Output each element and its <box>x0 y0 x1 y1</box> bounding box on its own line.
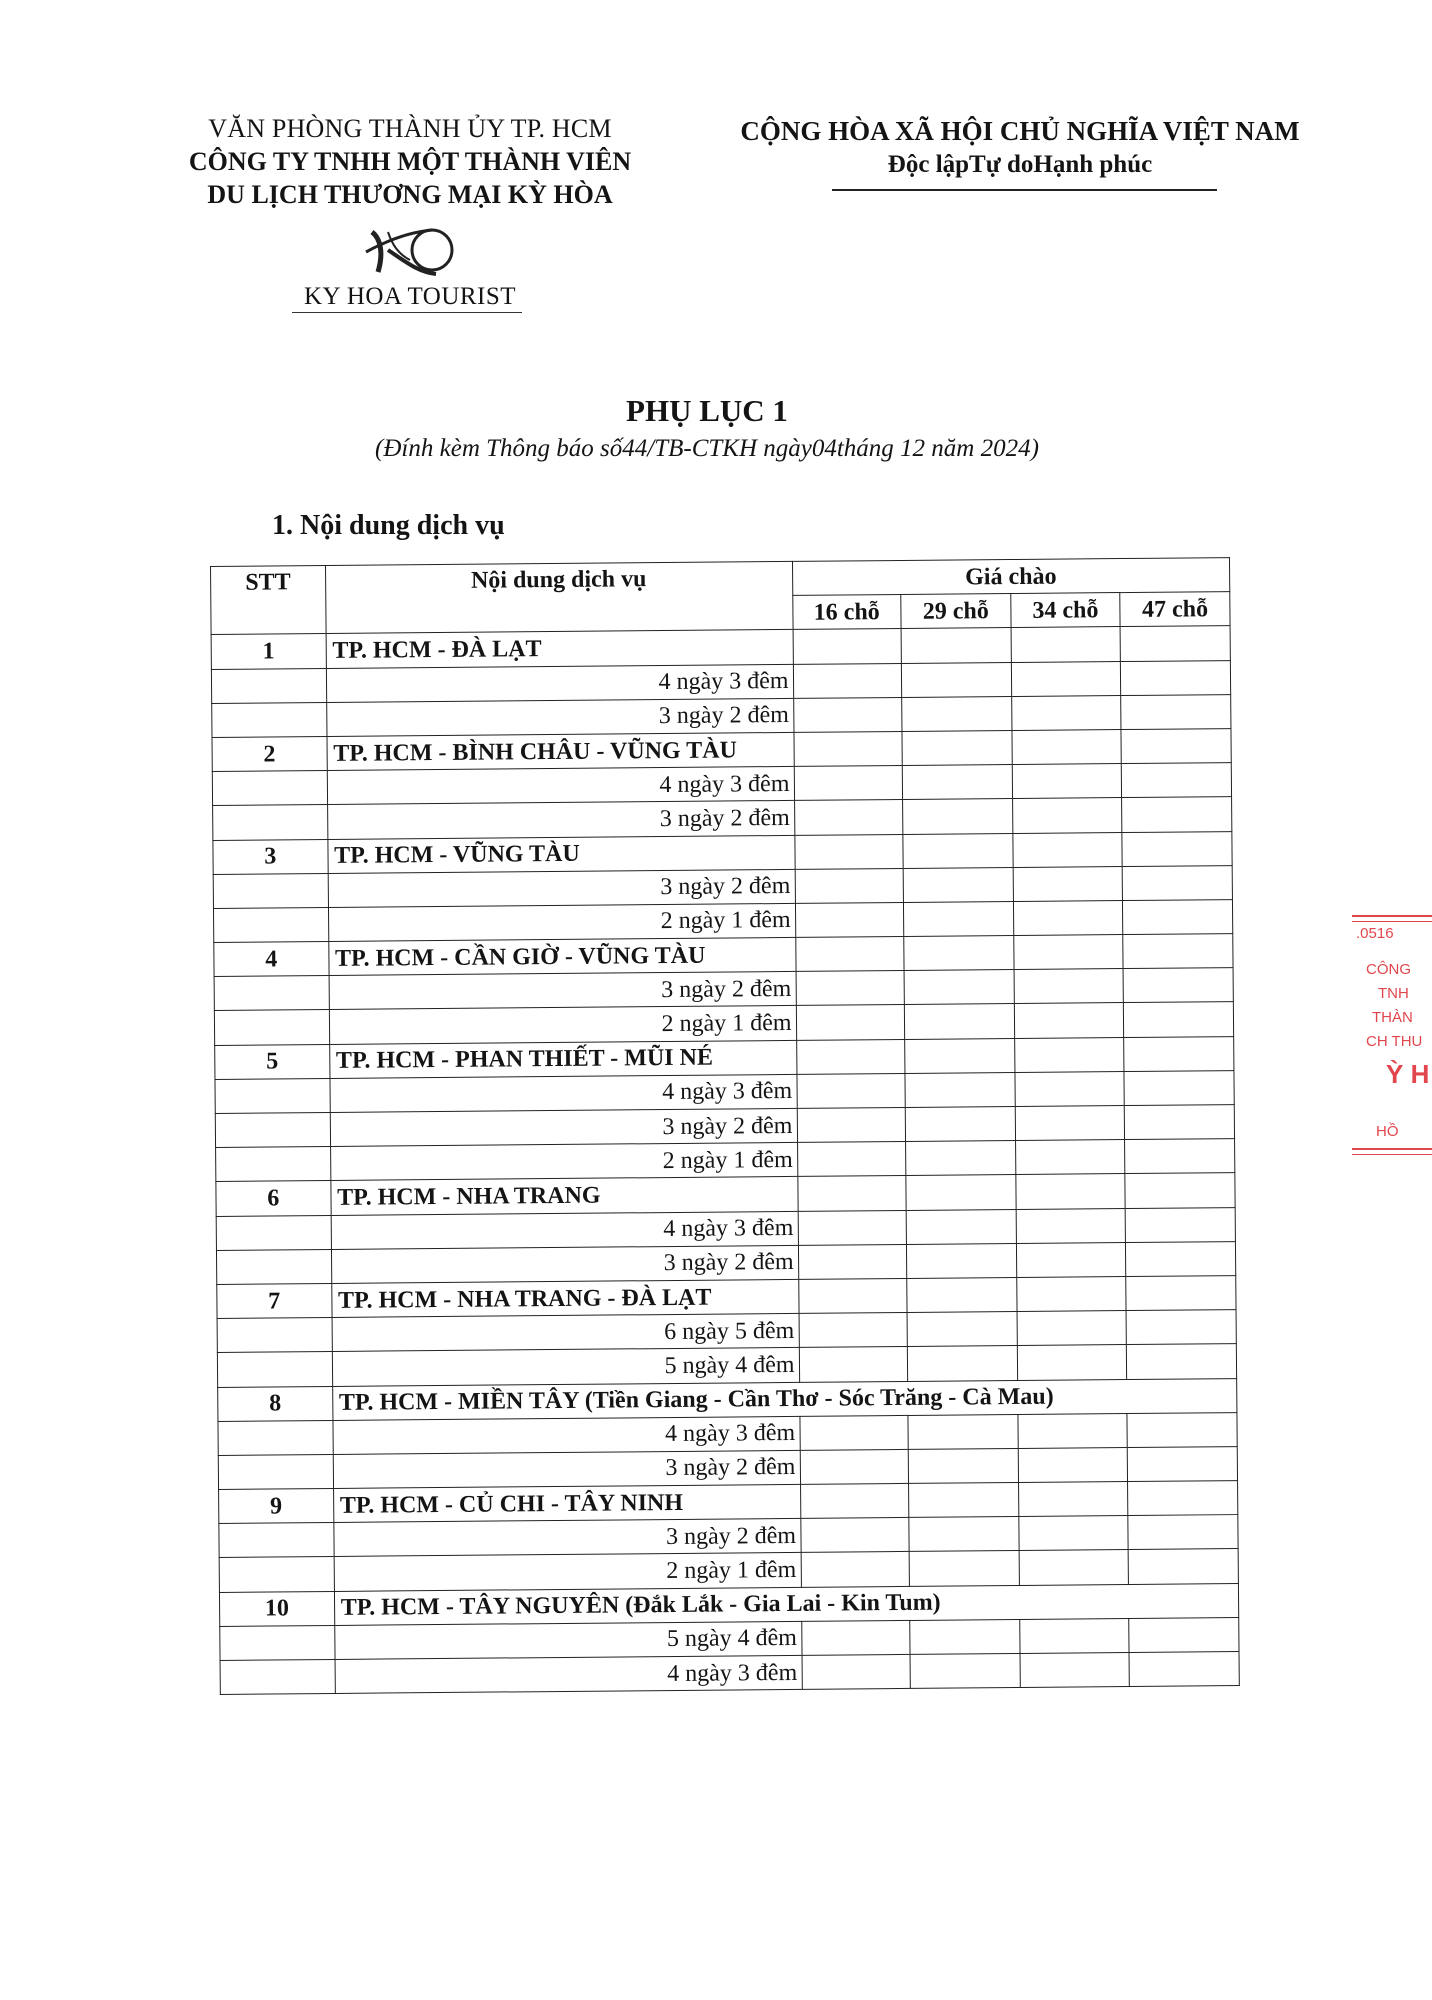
route-cell: TP. HCM - ĐÀ LẠT <box>326 630 793 668</box>
duration-cell: 3 ngày 2 đêm <box>328 869 795 907</box>
stamp-text: .0516 <box>1356 925 1394 942</box>
price-cell <box>1012 798 1122 833</box>
price-cell <box>794 834 903 869</box>
stt-cell: 5 <box>215 1044 330 1079</box>
price-cell <box>1018 1447 1128 1482</box>
route-cell: TP. HCM - NHA TRANG - ĐÀ LẠT <box>331 1279 798 1317</box>
price-cell <box>796 1005 905 1040</box>
route-cell: TP. HCM - CỦ CHI - TÂY NINH <box>333 1484 800 1522</box>
duration-cell: 2 ngày 1 đêm <box>328 903 795 941</box>
price-cell <box>797 1176 906 1211</box>
national-title: CỘNG HÒA XÃ HỘI CHỦ NGHĨA VIỆT NAM <box>740 116 1300 146</box>
stt-cell: 3 <box>213 839 328 874</box>
price-cell <box>901 662 1011 697</box>
price-cell <box>905 1038 1015 1073</box>
stt-cell: 7 <box>217 1283 332 1318</box>
price-cell <box>1126 1241 1236 1276</box>
price-cell <box>904 901 1014 936</box>
price-cell <box>800 1484 909 1519</box>
stt-cell-empty <box>216 1215 331 1250</box>
price-cell <box>1019 1550 1129 1585</box>
route-cell: TP. HCM - VŨNG TÀU <box>328 835 795 873</box>
stt-cell: 8 <box>218 1386 333 1421</box>
price-cell <box>905 1106 1015 1141</box>
stt-cell-empty <box>212 771 327 806</box>
duration-cell: 4 ngày 3 đêm <box>333 1416 800 1454</box>
price-cell <box>901 628 1011 663</box>
price-cell <box>1013 935 1123 970</box>
price-cell <box>801 1552 910 1587</box>
price-cell <box>795 868 904 903</box>
price-cell <box>1125 1105 1235 1140</box>
stt-cell: 9 <box>219 1489 334 1524</box>
price-cell <box>908 1414 1018 1449</box>
price-cell <box>1011 627 1121 662</box>
price-cell <box>1126 1310 1236 1345</box>
stt-cell-empty <box>217 1352 332 1387</box>
price-cell <box>1128 1446 1238 1481</box>
duration-cell: 4 ngày 3 đêm <box>331 1211 798 1249</box>
price-cell <box>902 765 1012 800</box>
price-cell <box>1128 1549 1238 1584</box>
price-cell <box>905 1072 1015 1107</box>
section-heading: 1. Nội dung dịch vụ <box>272 510 505 541</box>
price-cell <box>796 1039 905 1074</box>
stt-cell: 2 <box>212 736 327 771</box>
stt-cell-empty <box>220 1625 335 1660</box>
stt-cell-empty <box>217 1318 332 1353</box>
price-cell <box>1124 1036 1234 1071</box>
price-cell <box>1121 660 1231 695</box>
duration-cell: 2 ngày 1 đêm <box>330 1143 797 1181</box>
stamp-border <box>1352 1154 1432 1155</box>
price-cell <box>1126 1276 1236 1311</box>
logo-underline <box>292 312 522 313</box>
stt-cell-empty <box>213 907 328 942</box>
issuer-company-line1: CÔNG TY TNHH MỘT THÀNH VIÊN <box>188 147 632 176</box>
price-cell <box>906 1175 1016 1210</box>
price-cell <box>796 971 905 1006</box>
stamp-border <box>1352 1148 1432 1150</box>
duration-cell: 4 ngày 3 đêm <box>330 1074 797 1112</box>
duration-cell: 5 ngày 4 đêm <box>334 1621 801 1659</box>
price-cell <box>910 1619 1020 1654</box>
route-cell: TP. HCM - NHA TRANG <box>331 1177 798 1215</box>
price-cell <box>1013 866 1123 901</box>
duration-cell: 4 ngày 3 đêm <box>327 767 794 805</box>
price-cell <box>1019 1516 1129 1551</box>
price-cell <box>793 663 902 698</box>
price-cell <box>802 1654 911 1689</box>
duration-cell: 3 ngày 2 đêm <box>333 1450 800 1488</box>
national-heading-block <box>700 114 1340 182</box>
price-cell <box>1015 1140 1125 1175</box>
service-price-table <box>210 557 1240 1695</box>
national-motto: Độc lậpTự doHạnh phúc <box>887 151 1153 178</box>
price-cell <box>797 1142 906 1177</box>
issuer-block <box>140 112 680 211</box>
stamp-border <box>1352 921 1432 922</box>
price-cell <box>1014 969 1124 1004</box>
price-cell <box>1014 1037 1124 1072</box>
price-cell <box>1017 1311 1127 1346</box>
price-cell <box>1016 1208 1126 1243</box>
price-cell <box>794 800 903 835</box>
stt-cell: 4 <box>214 942 329 977</box>
stamp-text: CH THU <box>1366 1033 1423 1050</box>
duration-cell: 3 ngày 2 đêm <box>330 1108 797 1146</box>
price-cell <box>1016 1242 1126 1277</box>
price-cell <box>797 1107 906 1142</box>
route-cell: TP. HCM - CẦN GIỜ - VŨNG TÀU <box>328 937 795 975</box>
stamp-text: Ỳ H <box>1386 1059 1430 1089</box>
stt-cell: 1 <box>211 634 326 669</box>
issuer-parent-org: VĂN PHÒNG THÀNH ỦY TP. HCM <box>208 114 612 143</box>
price-cell <box>799 1313 908 1348</box>
price-cell <box>798 1244 907 1279</box>
price-cell <box>795 937 904 972</box>
price-cell <box>795 902 904 937</box>
stt-cell-empty <box>216 1147 331 1182</box>
price-cell <box>1011 695 1121 730</box>
duration-cell: 3 ngày 2 đêm <box>334 1519 801 1557</box>
price-cell <box>794 766 903 801</box>
document-title: PHỤ LỤC 1 <box>626 393 788 428</box>
stt-cell-empty <box>219 1523 334 1558</box>
price-cell <box>1122 797 1232 832</box>
header-service-content: Nội dung dịch vụ <box>325 561 792 633</box>
price-cell <box>909 1551 1019 1586</box>
price-cell <box>1125 1207 1235 1242</box>
price-cell <box>1011 661 1121 696</box>
price-cell <box>1019 1618 1129 1653</box>
price-cell <box>1124 1002 1234 1037</box>
document-subtitle: (Đính kèm Thông báo số44/TB-CTKH ngày04tháng 12 năm 2024) <box>375 435 1039 462</box>
price-cell <box>1128 1515 1238 1550</box>
price-cell <box>1012 729 1122 764</box>
price-cell <box>906 1141 1016 1176</box>
price-cell <box>909 1483 1019 1518</box>
stt-cell: 6 <box>216 1181 331 1216</box>
duration-cell: 3 ngày 2 đêm <box>329 972 796 1010</box>
price-cell <box>907 1243 1017 1278</box>
price-cell <box>793 731 902 766</box>
stt-cell-empty <box>212 702 327 737</box>
price-cell <box>903 799 1013 834</box>
motto-underline <box>832 189 1217 191</box>
price-cell <box>1129 1652 1239 1687</box>
stamp-text: THÀN <box>1372 1009 1413 1026</box>
stt-cell-empty <box>218 1454 333 1489</box>
price-cell <box>800 1449 909 1484</box>
duration-cell: 4 ngày 3 đêm <box>326 664 793 702</box>
stt-cell-empty <box>216 1249 331 1284</box>
price-cell <box>907 1312 1017 1347</box>
price-cell <box>1018 1413 1128 1448</box>
price-cell <box>1124 1070 1234 1105</box>
price-cell <box>1127 1344 1237 1379</box>
price-cell <box>1129 1617 1239 1652</box>
route-cell: TP. HCM - TÂY NGUYÊN (Đắk Lắk - Gia Lai - Kin Tum) <box>334 1583 1239 1625</box>
stt-cell-empty <box>218 1420 333 1455</box>
price-cell <box>1014 1003 1124 1038</box>
duration-cell: 3 ngày 2 đêm <box>327 801 794 839</box>
table-body <box>211 626 1239 1695</box>
header-seat-1: 29 chỗ <box>901 594 1011 629</box>
price-cell <box>1015 1071 1125 1106</box>
stt-cell-empty <box>215 1112 330 1147</box>
route-cell: TP. HCM - MIỀN TÂY (Tiền Giang - Cần Thơ - Sóc Trăng - Cà Mau) <box>332 1378 1237 1420</box>
price-cell <box>1017 1345 1127 1380</box>
header-seat-3: 47 chỗ <box>1120 592 1230 627</box>
price-cell <box>801 1620 910 1655</box>
stt-cell-empty <box>214 976 329 1011</box>
stamp-text: HỒ <box>1376 1123 1399 1140</box>
duration-cell: 5 ngày 4 đêm <box>332 1348 799 1386</box>
price-cell <box>907 1277 1017 1312</box>
header-seat-0: 16 chỗ <box>792 595 901 630</box>
duration-cell: 2 ngày 1 đêm <box>334 1553 801 1591</box>
stt-cell-empty <box>215 1078 330 1113</box>
price-cell <box>1013 832 1123 867</box>
price-cell <box>1125 1173 1235 1208</box>
price-cell <box>1121 694 1231 729</box>
price-cell <box>910 1653 1020 1688</box>
stt-cell-empty <box>219 1557 334 1592</box>
price-cell <box>904 970 1014 1005</box>
price-cell <box>1123 934 1233 969</box>
issuer-company-line2: DU LỊCH THƯƠNG MẠI KỲ HÒA <box>207 180 613 209</box>
price-cell <box>902 696 1012 731</box>
price-cell <box>1018 1482 1128 1517</box>
stamp-border <box>1352 915 1432 918</box>
price-cell <box>1016 1276 1126 1311</box>
price-cell <box>798 1278 907 1313</box>
price-cell <box>796 1073 905 1108</box>
stamp-text: CÔNG <box>1366 961 1411 978</box>
price-cell <box>904 936 1014 971</box>
route-cell: TP. HCM - BÌNH CHÂU - VŨNG TÀU <box>327 732 794 770</box>
duration-cell: 2 ngày 1 đêm <box>329 1006 796 1044</box>
logo-caption: KY HOA TOURIST <box>303 283 517 310</box>
price-cell <box>904 1004 1014 1039</box>
header-stt: STT <box>211 565 326 634</box>
price-cell <box>799 1347 908 1382</box>
price-cell <box>1128 1481 1238 1516</box>
stt-cell: 10 <box>219 1591 334 1626</box>
stt-cell-empty <box>213 805 328 840</box>
price-cell <box>903 833 1013 868</box>
stt-cell-empty <box>214 1010 329 1045</box>
price-cell <box>1016 1174 1126 1209</box>
price-cell <box>906 1209 1016 1244</box>
duration-cell: 3 ngày 2 đêm <box>331 1245 798 1283</box>
header-seat-2: 34 chỗ <box>1010 593 1120 628</box>
price-cell <box>1120 626 1230 661</box>
price-cell <box>1125 1139 1235 1174</box>
price-cell <box>799 1415 908 1450</box>
header-price: Giá chào <box>792 558 1230 596</box>
price-cell <box>1122 831 1232 866</box>
price-cell <box>1015 1106 1125 1141</box>
company-logo <box>358 222 458 278</box>
price-cell <box>1121 729 1231 764</box>
price-cell <box>1012 764 1122 799</box>
price-cell <box>793 629 902 664</box>
price-cell <box>902 730 1012 765</box>
price-cell <box>907 1346 1017 1381</box>
stt-cell-empty <box>211 668 326 703</box>
price-cell <box>903 867 1013 902</box>
stt-cell-empty <box>213 873 328 908</box>
price-cell <box>1122 865 1232 900</box>
price-cell <box>798 1210 907 1245</box>
company-seal-stamp <box>1348 905 1430 1165</box>
stamp-text: TNH <box>1378 985 1409 1002</box>
price-cell <box>1123 899 1233 934</box>
stt-cell-empty <box>220 1659 335 1694</box>
price-cell <box>909 1517 1019 1552</box>
price-cell <box>908 1448 1018 1483</box>
route-cell: TP. HCM - PHAN THIẾT - MŨI NÉ <box>329 1040 796 1078</box>
price-cell <box>1020 1653 1130 1688</box>
price-cell <box>1123 968 1233 1003</box>
duration-cell: 4 ngày 3 đêm <box>335 1655 802 1693</box>
price-cell <box>793 697 902 732</box>
duration-cell: 3 ngày 2 đêm <box>326 698 793 736</box>
price-cell <box>1013 900 1123 935</box>
duration-cell: 6 ngày 5 đêm <box>332 1314 799 1352</box>
price-cell <box>1122 763 1232 798</box>
price-cell <box>800 1518 909 1553</box>
price-cell <box>1127 1412 1237 1447</box>
